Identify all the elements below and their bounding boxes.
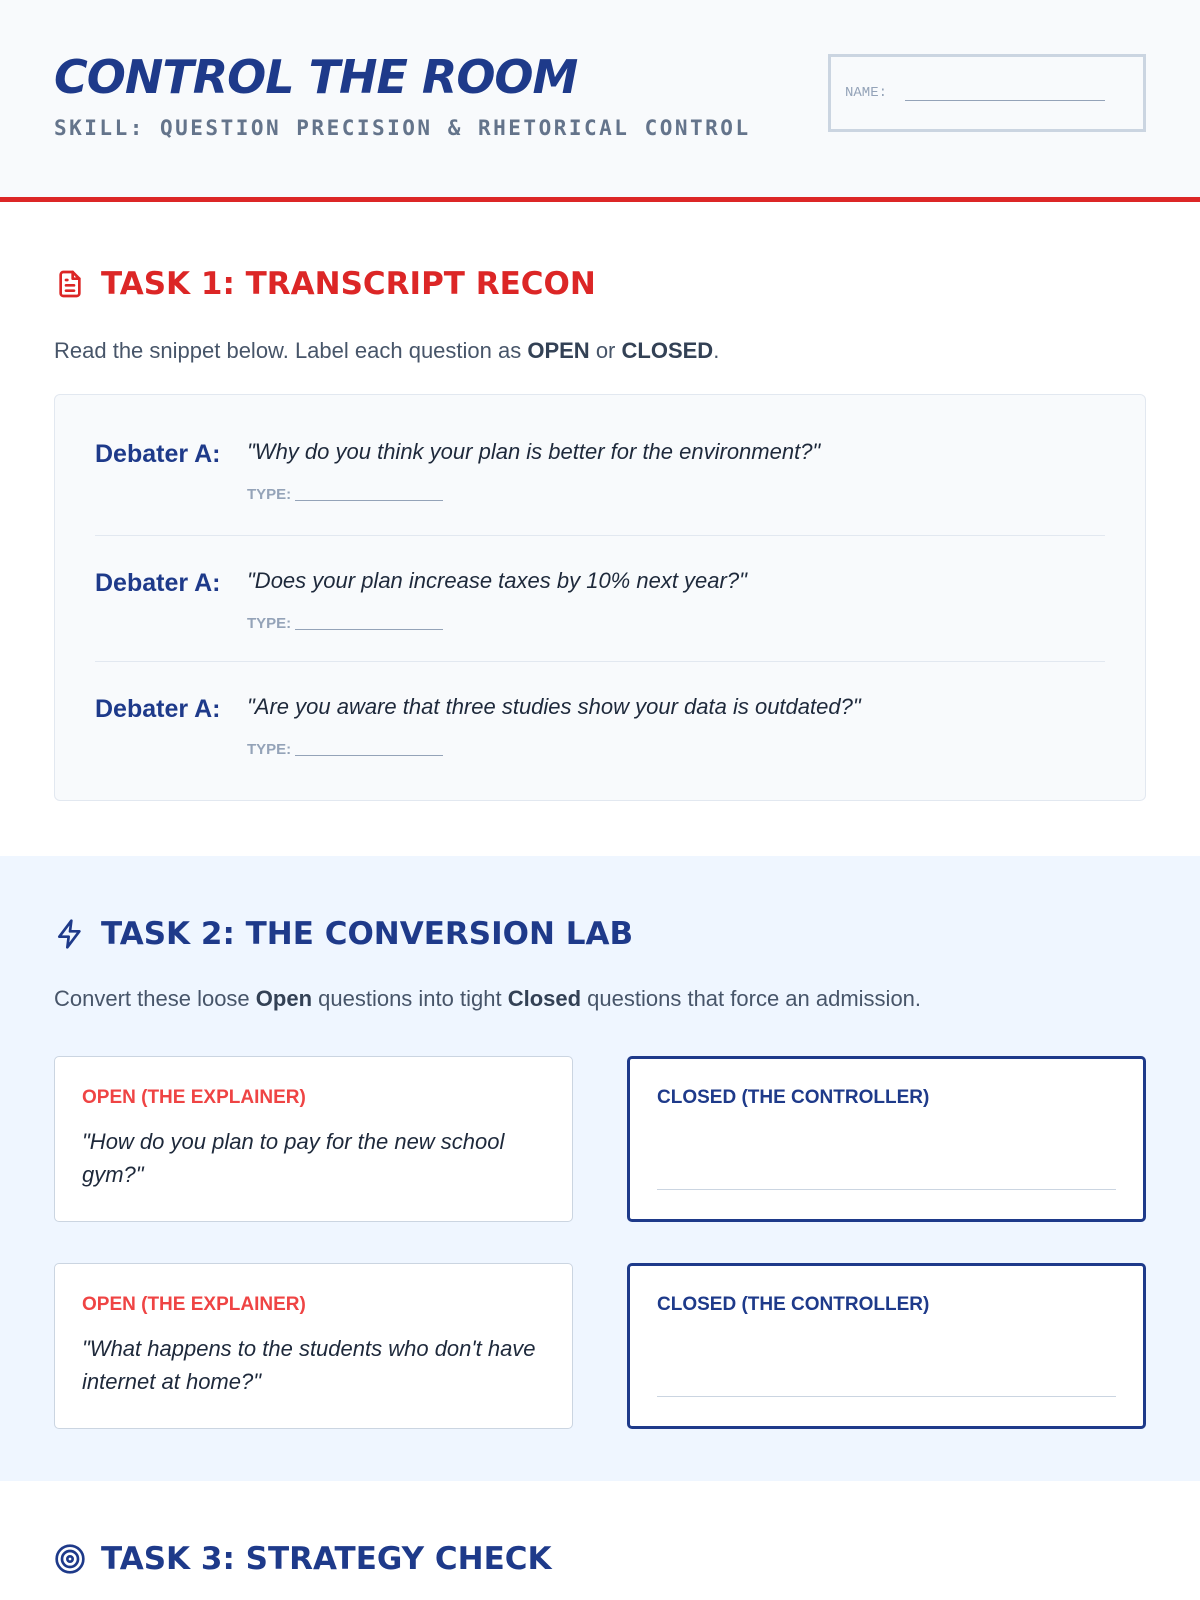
closed-label: CLOSED (THE CONTROLLER) bbox=[657, 1087, 930, 1108]
closed-answer-card[interactable] bbox=[627, 1263, 1146, 1429]
worksheet-header bbox=[0, 0, 1200, 202]
task1-heading-text: TASK 1: TRANSCRIPT RECON bbox=[101, 265, 596, 302]
task2-instructions: Convert these loose Open questions into tight Closed questions that force an admission. bbox=[54, 986, 922, 1011]
task2-section bbox=[0, 856, 1200, 1481]
transcript-box bbox=[54, 394, 1146, 801]
question-quote: "Does your plan increase taxes by 10% next year?" bbox=[247, 568, 747, 593]
open-question-quote: "How do you plan to pay for the new school gym?" bbox=[82, 1129, 505, 1187]
task1-heading bbox=[54, 265, 596, 302]
name-label: NAME: bbox=[845, 85, 888, 101]
question-quote: "Why do you think your plan is better for the environment?" bbox=[247, 439, 821, 464]
open-question-quote: "What happens to the students who don't have internet at home?" bbox=[82, 1336, 536, 1394]
question-quote: "Are you aware that three studies show your data is outdated?" bbox=[247, 694, 861, 719]
name-field[interactable] bbox=[828, 54, 1146, 132]
worksheet-title: CONTROL THE ROOM bbox=[54, 50, 578, 104]
speaker-label: Debater A: bbox=[95, 695, 221, 723]
type-answer-field[interactable]: TYPE: bbox=[247, 486, 443, 503]
closed-label: CLOSED (THE CONTROLLER) bbox=[657, 1294, 930, 1315]
transcript-row bbox=[95, 395, 1105, 521]
transcript-row bbox=[95, 535, 1105, 662]
worksheet-subtitle: SKILL: QUESTION PRECISION & RHETORICAL CONTROL bbox=[54, 116, 751, 140]
type-answer-field[interactable]: TYPE: bbox=[247, 615, 443, 632]
task2-heading-text: TASK 2: THE CONVERSION LAB bbox=[101, 915, 634, 952]
lightning-bolt-icon bbox=[54, 918, 86, 950]
closed-answer-card[interactable] bbox=[627, 1056, 1146, 1222]
task3-heading-text: TASK 3: STRATEGY CHECK bbox=[101, 1540, 552, 1577]
target-icon bbox=[54, 1543, 86, 1575]
answer-line[interactable] bbox=[657, 1396, 1116, 1397]
type-answer-field[interactable]: TYPE: bbox=[247, 741, 443, 758]
task3-heading bbox=[54, 1540, 552, 1577]
open-question-card bbox=[54, 1056, 573, 1222]
transcript-row bbox=[95, 661, 1105, 788]
speaker-label: Debater A: bbox=[95, 569, 221, 597]
open-label: OPEN (THE EXPLAINER) bbox=[82, 1087, 306, 1108]
speaker-label: Debater A: bbox=[95, 440, 221, 468]
answer-line[interactable] bbox=[657, 1189, 1116, 1190]
open-question-card bbox=[54, 1263, 573, 1429]
open-label: OPEN (THE EXPLAINER) bbox=[82, 1294, 306, 1315]
task1-instructions: Read the snippet below. Label each question as OPEN or CLOSED. bbox=[54, 338, 720, 363]
name-input-line[interactable] bbox=[905, 100, 1105, 101]
task2-heading bbox=[54, 915, 634, 952]
document-icon bbox=[54, 268, 86, 300]
